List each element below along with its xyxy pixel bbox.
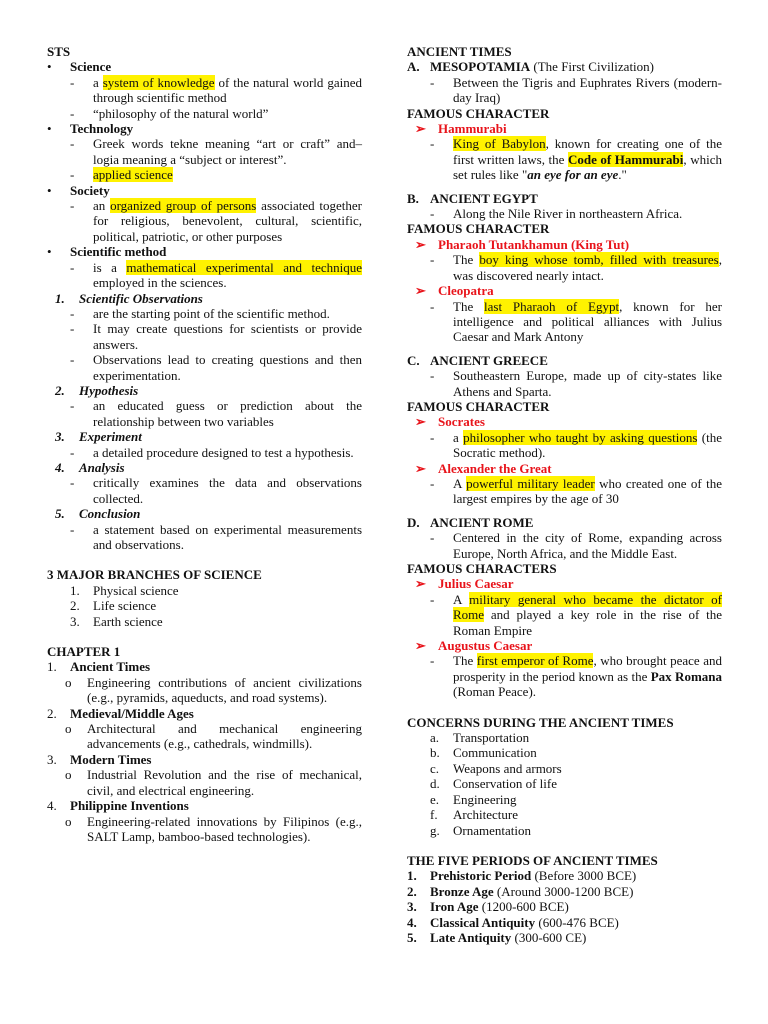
technology-heading: • Technology: [47, 121, 134, 137]
method-step-heading: [55, 383, 362, 398]
meso-heading: A. MESOPOTAMIA (The First Civilization): [407, 59, 654, 75]
concern-item: [430, 776, 722, 791]
chapter-item-desc: [65, 814, 362, 845]
dash-icon: -: [430, 653, 435, 669]
period-range: (Around 3000-1200 BCE): [493, 883, 634, 899]
dash-icon: -: [430, 475, 435, 491]
concern-letter: d.: [430, 776, 440, 792]
technology-applied: - applied science: [70, 167, 173, 183]
chapter-item-title: Medieval/Middle Ages: [70, 705, 194, 721]
science-def: - a system of knowledge of the natural world gained through scientific method: [70, 74, 362, 106]
chapter-item-heading: [47, 752, 362, 767]
concern-text: Engineering: [453, 791, 517, 807]
egypt-heading: B. ANCIENT EGYPT: [407, 190, 538, 206]
julius-desc: - A military general who became the dictator of Rome and played a key role in the rise of the Roman Empire: [430, 591, 723, 638]
dash-icon: -: [430, 74, 435, 90]
chapter-item-number: 2.: [47, 705, 57, 721]
cleopatra-heading: ➢ Cleopatra: [415, 283, 494, 299]
tutankhamun-desc: - The boy king whose tomb, filled with treasures, was discovered nearly intact.: [430, 252, 722, 283]
famous-character-heading: FAMOUS CHARACTER: [407, 398, 550, 414]
period-range: (1200-600 BCE): [478, 899, 569, 915]
period-name: Prehistoric Period: [430, 868, 532, 884]
step-title: Scientific Observations: [79, 290, 203, 306]
period-name: Iron Age: [430, 899, 479, 915]
bullet-icon: •: [47, 121, 52, 137]
chapter-item-desc: [65, 721, 362, 752]
period-number: 1.: [407, 868, 417, 884]
branch-item: [70, 598, 362, 613]
branches-list: [47, 583, 362, 629]
branch-number: 2.: [70, 598, 80, 614]
julius-heading: ➢ Julius Caesar: [415, 576, 514, 592]
step-item: [70, 398, 362, 429]
method-step-heading: [55, 506, 362, 521]
meso-location: - Between the Tigris and Euphrates Rivers (modern-day Iraq): [430, 74, 722, 106]
concern-letter: b.: [430, 745, 440, 761]
step-item-text: an educated guess or prediction about the relationship between two variables: [93, 398, 362, 429]
sci-method-heading: • Scientific method: [47, 244, 167, 260]
concern-letter: c.: [430, 760, 440, 776]
concern-letter: e.: [430, 791, 440, 807]
arrow-bullet-icon: ➢: [415, 576, 426, 592]
socrates-desc: - a philosopher who taught by asking questions (the Socratic method).: [430, 429, 722, 461]
doc-title: STS: [47, 44, 71, 59]
dash-icon: -: [70, 198, 75, 214]
chapter-heading: CHAPTER 1: [47, 644, 121, 660]
famous-character-heading: FAMOUS CHARACTER: [407, 105, 550, 121]
step-item-text: are the starting point of the scientific method.: [93, 305, 330, 321]
concern-item: [430, 807, 722, 822]
socrates-heading: ➢ Socrates: [415, 414, 485, 430]
famous-character-heading: FAMOUS CHARACTER: [407, 221, 550, 237]
concern-text: Transportation: [453, 730, 530, 746]
science-heading: • Science: [47, 59, 112, 75]
step-item: [70, 475, 362, 506]
step-item: [70, 306, 362, 321]
dash-icon: -: [430, 530, 435, 546]
circle-bullet-icon: o: [65, 674, 72, 690]
technology-def: - Greek words tekne meaning “art or craft” and– logia meaning a “subject or interest”.: [70, 136, 362, 167]
augustus-heading: ➢ Augustus Caesar: [415, 638, 533, 654]
arrow-bullet-icon: ➢: [415, 121, 426, 137]
dash-icon: -: [430, 136, 435, 152]
chapter-item-number: 4.: [47, 798, 57, 814]
branch-item: [70, 614, 362, 629]
tutankhamun-heading: ➢ Pharaoh Tutankhamun (King Tut): [415, 236, 630, 252]
concerns-list: [407, 730, 722, 838]
chapter-item-heading: [47, 706, 362, 721]
step-item: [70, 321, 362, 352]
society-def: - an organized group of persons associated together for religious, benevolent, cultural, scientific, political, patriotic, or other purposes: [70, 198, 362, 244]
step-number: 5.: [55, 506, 65, 522]
period-item: [407, 884, 722, 899]
circle-bullet-icon: o: [65, 813, 72, 829]
chapter-item-text: Engineering-related innovations by Filipinos (e.g., SALT Lamp, bamboo-based technologies).: [87, 813, 362, 844]
greece-location: - Southeastern Europe, made up of city-states like Athens and Sparta.: [430, 368, 722, 399]
rome-heading: D. ANCIENT ROME: [407, 514, 534, 530]
step-number: 1.: [55, 290, 65, 306]
step-title: Conclusion: [79, 506, 141, 522]
hammurabi-heading: ➢ Hammurabi: [415, 121, 507, 137]
greece-heading: C. ANCIENT GREECE: [407, 352, 548, 368]
concern-item: [430, 761, 722, 776]
chapter-item-title: Philippine Inventions: [70, 798, 189, 814]
dash-icon: -: [430, 206, 435, 222]
period-name: Late Antiquity: [430, 929, 512, 945]
egypt-location: - Along the Nile River in northeastern Africa.: [430, 206, 683, 222]
dash-icon: -: [70, 321, 75, 337]
period-range: (600-476 BCE): [535, 914, 619, 930]
dash-icon: -: [430, 429, 435, 445]
concern-letter: f.: [430, 807, 438, 823]
period-text: [430, 899, 722, 914]
step-title: Hypothesis: [79, 382, 139, 398]
chapter-item-number: 1.: [47, 659, 57, 675]
dash-icon: -: [70, 521, 75, 537]
rome-location: - Centered in the city of Rome, expanding across Europe, North Africa, and the Middle East.: [430, 530, 722, 561]
chapter-item-desc: [65, 675, 362, 706]
step-number: 3.: [55, 429, 65, 445]
dash-icon: -: [430, 591, 435, 607]
branch-number: 1.: [70, 582, 80, 598]
period-number: 2.: [407, 883, 417, 899]
concerns-heading: CONCERNS DURING THE ANCIENT TIMES: [407, 714, 674, 730]
periods-heading: THE FIVE PERIODS OF ANCIENT TIMES: [407, 852, 658, 868]
dash-icon: -: [70, 475, 75, 491]
concern-item: [430, 730, 722, 745]
branch-text: Physical science: [93, 582, 179, 598]
branch-number: 3.: [70, 613, 80, 629]
concern-item: [430, 823, 722, 838]
period-item: [407, 868, 722, 883]
period-text: [430, 915, 722, 930]
concern-letter: a.: [430, 730, 440, 746]
step-item-text: Observations lead to creating questions and then experimentation.: [93, 352, 362, 383]
period-range: (Before 3000 BCE): [531, 868, 637, 884]
dash-icon: -: [70, 136, 75, 152]
step-number: 2.: [55, 382, 65, 398]
branch-text: Life science: [93, 598, 157, 614]
chapter-item-heading: [47, 798, 362, 813]
period-name: Bronze Age: [430, 883, 494, 899]
period-number: 5.: [407, 929, 417, 945]
ancient-times-heading: ANCIENT TIMES: [407, 44, 512, 59]
period-text: [430, 884, 722, 899]
period-item: [407, 915, 722, 930]
dash-icon: -: [70, 105, 75, 121]
concern-text: Weapons and armors: [453, 760, 562, 776]
period-text: [430, 930, 722, 945]
step-item: [70, 522, 362, 553]
concern-item: [430, 792, 722, 807]
concern-text: Communication: [453, 745, 537, 761]
step-item: [70, 445, 362, 460]
method-step-heading: [55, 429, 362, 444]
chapter-item-title: Modern Times: [70, 751, 152, 767]
arrow-bullet-icon: ➢: [415, 236, 426, 252]
science-phrase: - “philosophy of the natural world”: [70, 105, 269, 121]
branches-heading: 3 MAJOR BRANCHES OF SCIENCE: [47, 567, 262, 583]
step-title: Analysis: [79, 459, 125, 475]
famous-characters-heading: FAMOUS CHARACTERS: [407, 561, 557, 576]
method-steps: [47, 291, 362, 553]
circle-bullet-icon: o: [65, 767, 72, 783]
bullet-icon: •: [47, 59, 52, 75]
chapter-item-text: Engineering contributions of ancient civilizations (e.g., pyramids, aqueducts, and road systems).: [87, 674, 362, 706]
dash-icon: -: [70, 259, 75, 275]
periods-list: [407, 868, 722, 945]
method-step-heading: [55, 291, 362, 306]
branch-text: Earth science: [93, 613, 163, 629]
society-heading: • Society: [47, 182, 110, 198]
dash-icon: -: [70, 305, 75, 321]
augustus-desc: - The first emperor of Rome, who brought peace and prosperity in the period known as the Pax Romana (Roman Peace).: [430, 653, 723, 700]
dash-icon: -: [70, 167, 75, 183]
period-number: 4.: [407, 914, 417, 930]
concern-item: [430, 745, 722, 760]
chapter-item-text: Architectural and mechanical engineering advancements (e.g., cathedrals, windmills).: [87, 721, 362, 752]
cleopatra-desc: - The last Pharaoh of Egypt, known for her intelligence and political alliances with Julius Caesar and Mark Antony: [430, 298, 722, 345]
period-text: [430, 868, 722, 883]
arrow-bullet-icon: ➢: [415, 283, 426, 299]
circle-bullet-icon: o: [65, 721, 72, 737]
step-item-text: It may create questions for scientists or provide answers.: [93, 321, 362, 352]
step-item-text: a detailed procedure designed to test a hypothesis.: [93, 444, 354, 460]
concern-text: Ornamentation: [453, 822, 531, 838]
method-step-heading: [55, 460, 362, 475]
chapter-item-heading: [47, 659, 362, 674]
arrow-bullet-icon: ➢: [415, 414, 426, 430]
dash-icon: -: [70, 444, 75, 460]
concern-letter: g.: [430, 822, 440, 838]
alexander-heading: ➢ Alexander the Great: [415, 460, 552, 476]
dash-icon: -: [430, 298, 435, 314]
chapter-item-desc: [65, 767, 362, 798]
period-number: 3.: [407, 899, 417, 915]
period-item: [407, 899, 722, 914]
bullet-icon: •: [47, 244, 52, 260]
period-range: (300-600 CE): [511, 929, 587, 945]
arrow-bullet-icon: ➢: [415, 638, 426, 654]
step-item-text: critically examines the data and observations collected.: [93, 475, 362, 506]
concern-text: Architecture: [453, 807, 518, 823]
chapter-item-text: Industrial Revolution and the rise of mechanical, civil, and electrical engineering.: [87, 767, 362, 798]
chapter-item-number: 3.: [47, 751, 57, 767]
step-item-text: a statement based on experimental measurements and observations.: [93, 521, 362, 552]
branch-item: [70, 583, 362, 598]
dash-icon: -: [430, 252, 435, 268]
right-column: [407, 44, 722, 945]
step-title: Experiment: [79, 429, 142, 445]
concern-text: Conservation of life: [453, 776, 557, 792]
left-column: [47, 44, 362, 844]
dash-icon: -: [70, 398, 75, 414]
dash-icon: -: [70, 352, 75, 368]
sci-method-def: - is a mathematical experimental and technique employed in the sciences.: [70, 259, 362, 291]
dash-icon: -: [430, 368, 435, 384]
arrow-bullet-icon: ➢: [415, 460, 426, 476]
chapter-item-title: Ancient Times: [70, 659, 151, 675]
bullet-icon: •: [47, 182, 52, 198]
hammurabi-desc: - King of Babylon, known for creating one of the first written laws, the Code of Hammurabi, which set rules like "an eye for an eye.": [430, 136, 722, 183]
period-item: [407, 930, 722, 945]
alexander-desc: - A powerful military leader who created one of the largest empires by the age of 30: [430, 475, 723, 507]
chapter-list: [47, 659, 362, 844]
step-item: [70, 352, 362, 383]
period-name: Classical Antiquity: [430, 914, 536, 930]
step-number: 4.: [55, 459, 65, 475]
dash-icon: -: [70, 74, 75, 90]
